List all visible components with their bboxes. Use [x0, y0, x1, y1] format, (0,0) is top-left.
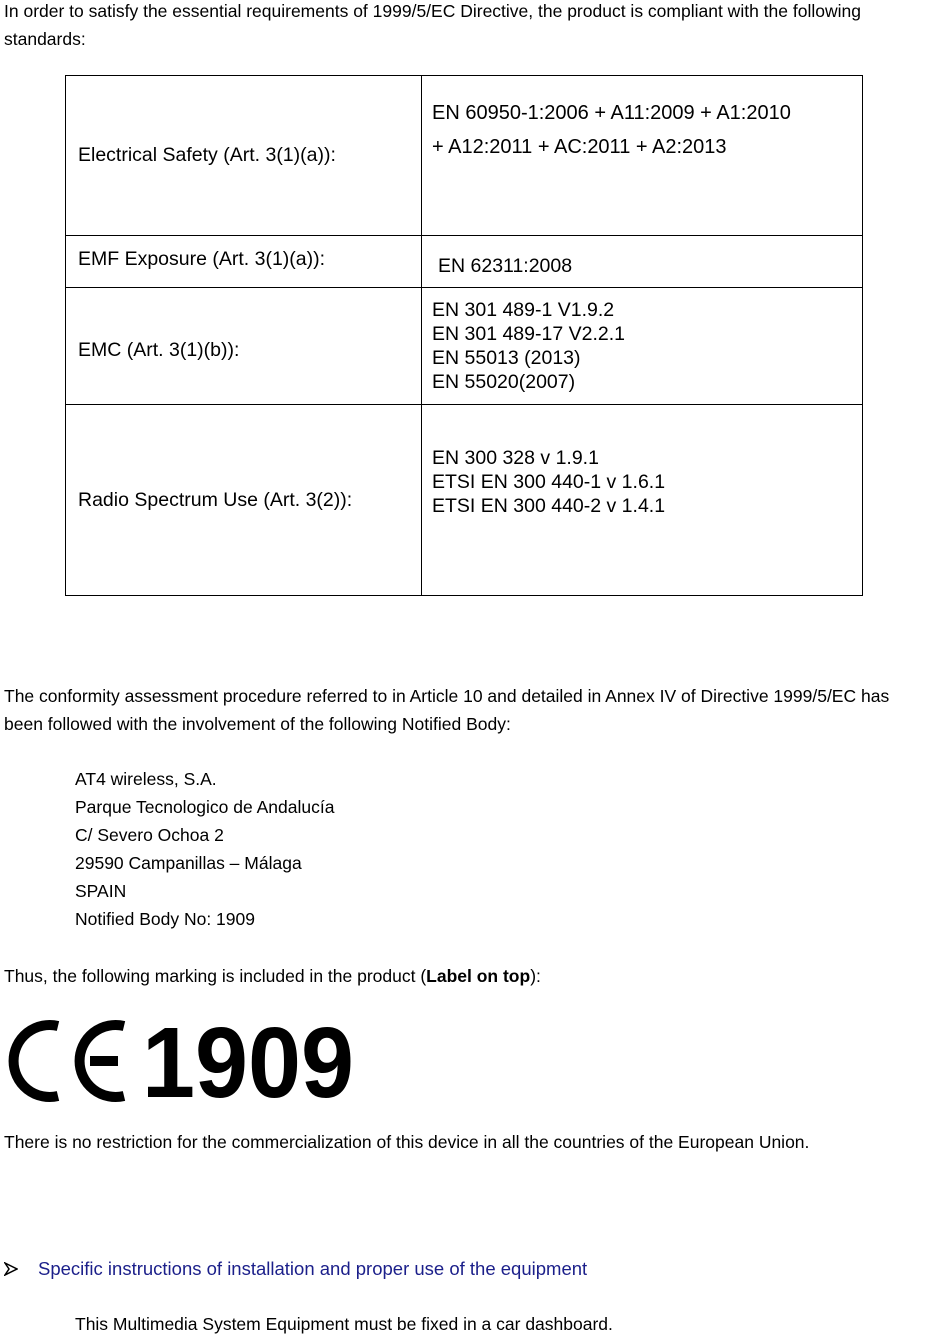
address-line: Notified Body No: 1909: [75, 909, 255, 929]
standard-line: EN 60950-1:2006 + A11:2009 + A1:2010: [432, 101, 791, 124]
instruction-paragraph: This Multimedia System Equipment must be fixed in a car dashboard.: [75, 1314, 613, 1334]
notified-body-address: [75, 765, 334, 933]
standard-line: EN 301 489-1 V1.9.2: [432, 299, 615, 321]
standards-cell: [422, 405, 863, 596]
standard-line: EN 62311:2008: [438, 254, 573, 277]
standards-table: [65, 75, 863, 596]
marking-paragraph: [4, 962, 541, 990]
address-line: 29590 Campanillas – Málaga: [75, 853, 302, 873]
table-row: [66, 76, 863, 236]
conformity-paragraph: The conformity assessment procedure referred to in Article 10 and detailed in Annex IV of Directive 1999/5/EC has been followed with the involvement of the following Notified Body:: [4, 686, 890, 734]
marking-emphasis: Label on top: [426, 966, 531, 986]
standard-line: ETSI EN 300 440-1 v 1.6.1: [432, 471, 666, 493]
address-line: AT4 wireless, S.A.: [75, 769, 217, 789]
standard-line: EN 301 489-17 V2.2.1: [432, 323, 625, 345]
standard-line: EN 55013 (2013): [432, 347, 581, 369]
category-label: EMC (Art. 3(1)(b)):: [78, 338, 240, 361]
table-row: [66, 288, 863, 405]
standard-line: EN 55020(2007): [432, 371, 576, 393]
marking-prefix: Thus, the following marking is included in the product (: [4, 966, 427, 986]
restriction-paragraph: There is no restriction for the commercialization of this device in all the countries of the European Union.: [4, 1132, 810, 1152]
ce-mark-icon: [0, 1012, 360, 1104]
arrow-bullet-icon: [4, 1262, 18, 1276]
address-line: Parque Tecnologico de Andalucía: [75, 797, 335, 817]
marking-suffix: ):: [530, 966, 541, 986]
standards-cell: [422, 288, 863, 405]
address-line: SPAIN: [75, 881, 127, 901]
intro-paragraph: In order to satisfy the essential requirements of 1999/5/EC Directive, the product is compliant with the following standards:: [4, 1, 861, 49]
standards-cell: [422, 76, 863, 236]
category-cell: [66, 236, 422, 288]
category-cell: Radio Spectrum Use (Art. 3(2)):: [66, 405, 422, 596]
standard-line: + A12:2011 + AC:2011 + A2:2013: [432, 135, 727, 158]
standard-line: ETSI EN 300 440-2 v 1.4.1: [432, 495, 666, 517]
category-cell: [66, 288, 422, 405]
instructions-heading: [4, 1258, 587, 1280]
ce-marking-logo: [0, 1012, 360, 1109]
ce-notified-number: 1909: [142, 1012, 354, 1104]
standard-line: EN 300 328 v 1.9.1: [432, 447, 599, 469]
table-row: [66, 405, 863, 596]
instructions-heading-text: Specific instructions of installation and proper use of the equipment: [38, 1258, 588, 1279]
category-label: EMF Exposure (Art. 3(1)(a)):: [78, 248, 326, 270]
table-row: [66, 236, 863, 288]
address-line: C/ Severo Ochoa 2: [75, 825, 224, 845]
category-cell: Electrical Safety (Art. 3(1)(a)):: [66, 76, 422, 236]
standards-cell: [422, 236, 863, 288]
